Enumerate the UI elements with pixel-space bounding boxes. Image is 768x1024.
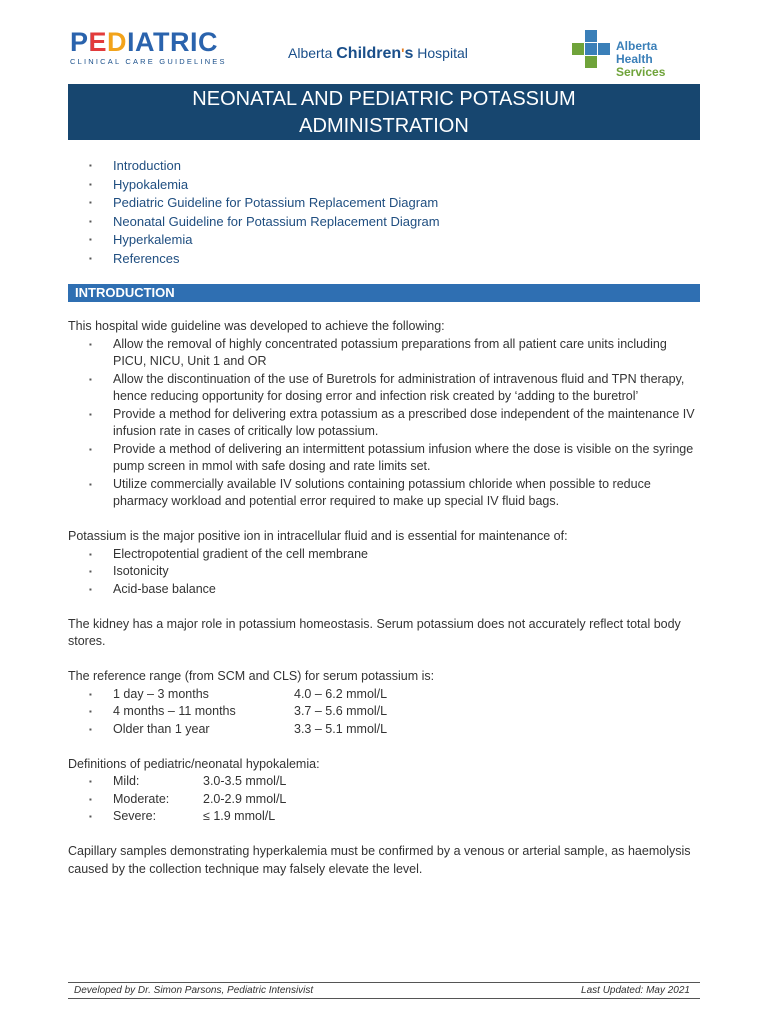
list-item: ▪ Electropotential gradient of the cell membrane	[68, 546, 700, 564]
hospital-logo-part: s	[404, 45, 414, 62]
ahs-logo-line1: Alberta Health	[616, 39, 658, 66]
range-age: Older than 1 year	[113, 721, 210, 736]
definition-value: 2.0-2.9 mmol/L	[203, 791, 287, 806]
section-heading-introduction: INTRODUCTION	[68, 284, 700, 302]
list-item: ▪ Provide a method of delivering an intermittent potassium infusion where the dose is visible on the syringe pump screen in mmol with safe dosing and rate limits set.	[68, 441, 700, 476]
potassium-list	[68, 546, 700, 599]
toc-link-neonatal-diagram[interactable]: ▪ Neonatal Guideline for Potassium Replacement Diagram	[68, 213, 700, 232]
list-item	[68, 773, 700, 791]
definition-value: 3.0-3.5 mmol/L	[203, 774, 287, 788]
ahs-logo	[572, 30, 694, 79]
page-header	[68, 27, 700, 79]
definitions-list	[68, 773, 700, 826]
hospital-logo-part: Children	[336, 45, 402, 62]
potassium-lead: Potassium is the major positive ion in intracellular fluid and is essential for maintenance of:	[68, 529, 568, 543]
reference-range-list	[68, 686, 700, 739]
page-footer	[68, 982, 700, 999]
pediatric-logo-tagline: CLINICAL CARE GUIDELINES	[70, 57, 227, 66]
list-item: ▪ Utilize commercially available IV solutions containing potassium chloride when possible to reduce pharmacy workload and potential error required to make up special IV fluid bags.	[68, 476, 700, 511]
definition-label: Mild:	[113, 774, 140, 788]
goals-list	[68, 336, 700, 511]
intro-lead: This hospital wide guideline was developed to achieve the following:	[68, 319, 445, 333]
list-item	[68, 721, 700, 739]
hospital-logo-part: '	[401, 45, 405, 61]
document-title	[68, 84, 700, 140]
list-item	[68, 686, 700, 704]
childrens-hospital-logo	[288, 45, 468, 63]
pediatric-logo	[70, 28, 227, 66]
ahs-cross-icon	[572, 30, 612, 70]
table-of-contents	[68, 157, 700, 268]
hospital-logo-part: Alberta	[288, 45, 337, 61]
range-age: 4 months – 11 months	[113, 704, 236, 718]
range-value: 4.0 – 6.2 mmol/L	[294, 686, 388, 701]
toc-link-hypokalemia[interactable]: ▪ Hypokalemia	[68, 176, 700, 195]
footer-updated: Last Updated: May 2021	[581, 985, 690, 996]
range-age: 1 day – 3 months	[113, 686, 209, 701]
list-item: ▪ Allow the discontinuation of the use of Buretrols for administration of intravenous fluid and TPN therapy, hence reducing opportunity for dosing error and infection risk created by ‘adding to the buretrol’	[68, 371, 700, 406]
list-item: ▪ Allow the removal of highly concentrated potassium preparations from all patient care units including PICU, NICU, Unit 1 and OR	[68, 336, 700, 371]
title-line-1: NEONATAL AND PEDIATRIC POTASSIUM	[192, 88, 576, 110]
ahs-logo-line2: Services	[616, 65, 666, 79]
capillary-paragraph: Capillary samples demonstrating hyperkalemia must be confirmed by a venous or arterial sample, as haemolysis caused by the collection technique may falsely elevate the level.	[68, 844, 691, 876]
kidney-paragraph: The kidney has a major role in potassium homeostasis. Serum potassium does not accurately reflect total body stores.	[68, 616, 681, 648]
toc-link-hyperkalemia[interactable]: ▪ Hyperkalemia	[68, 231, 700, 250]
list-item	[68, 791, 700, 809]
definition-value: ≤ 1.9 mmol/L	[203, 809, 276, 823]
title-line-2: ADMINISTRATION	[299, 115, 469, 137]
range-value: 3.3 – 5.1 mmol/L	[294, 721, 388, 736]
introduction-body	[68, 318, 700, 878]
range-value: 3.7 – 5.6 mmol/L	[294, 704, 388, 718]
footer-author: Developed by Dr. Simon Parsons, Pediatric Intensivist	[74, 985, 314, 996]
list-item	[68, 808, 700, 826]
list-item: ▪ Isotonicity	[68, 563, 700, 581]
definitions-lead: Definitions of pediatric/neonatal hypokalemia:	[68, 756, 320, 771]
definition-label: Severe:	[113, 809, 157, 823]
range-lead: The reference range (from SCM and CLS) for serum potassium is:	[68, 669, 435, 683]
list-item	[68, 703, 700, 721]
toc-link-introduction[interactable]: ▪ Introduction	[68, 157, 700, 176]
list-item: ▪ Acid-base balance	[68, 581, 700, 599]
list-item: ▪ Provide a method for delivering extra potassium as a prescribed dose independent of the maintenance IV infusion rate in cases of critically low potassium.	[68, 406, 700, 441]
hospital-logo-part: Hospital	[413, 45, 468, 61]
toc-link-pediatric-diagram[interactable]: ▪ Pediatric Guideline for Potassium Replacement Diagram	[68, 194, 700, 213]
definition-label: Moderate:	[113, 791, 170, 806]
toc-link-references[interactable]: ▪ References	[68, 250, 700, 269]
pediatric-logo-word: PEDIATRIC	[70, 27, 219, 57]
